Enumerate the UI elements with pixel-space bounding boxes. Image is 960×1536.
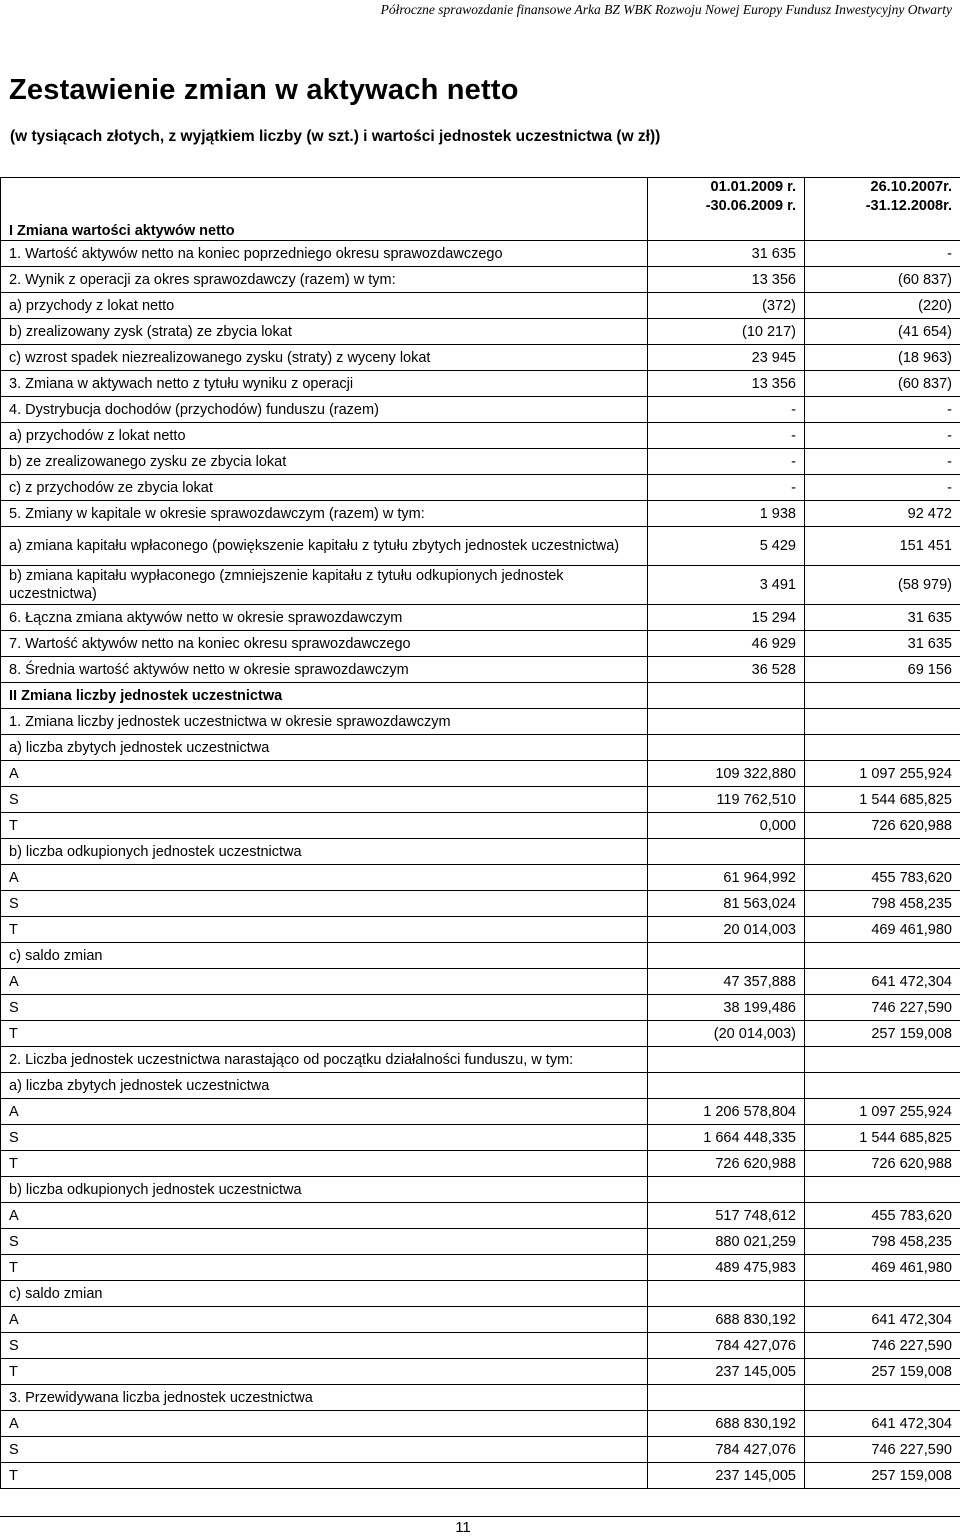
row-value-2009: 1 206 578,804 [648,1099,805,1125]
row-label: a) zmiana kapitału wpłaconego (powiększenie kapitału z tytułu zbytych jednostek uczestnictwa) [1,527,648,566]
row-value-2007-2008: (60 837) [805,267,960,293]
row-label: c) saldo zmian [1,943,648,969]
row-value-2007-2008: 69 156 [805,657,960,683]
row-value-2009 [648,1281,805,1307]
column-header-period-2009-line2: -30.06.2009 r. [705,198,796,214]
row-label: S [1,787,648,813]
table-row [1,995,960,1021]
row-value-2007-2008: - [805,241,960,267]
row-label: A [1,761,648,787]
row-value-2007-2008 [805,1281,960,1307]
row-value-2009 [648,709,805,735]
table-row [1,813,960,839]
row-value-2007-2008: (60 837) [805,371,960,397]
table-row [1,969,960,995]
row-label: 3. Przewidywana liczba jednostek uczestnictwa [1,1385,648,1411]
row-label: T [1,1021,648,1047]
row-value-2007-2008: 1 097 255,924 [805,761,960,787]
row-value-2007-2008: - [805,397,960,423]
row-value-2009: - [648,397,805,423]
table-row [1,1333,960,1359]
row-label: A [1,1203,648,1229]
row-value-2007-2008: 798 458,235 [805,1229,960,1255]
column-header-period-2009-line1: 01.01.2009 r. [710,179,796,195]
row-value-2009: 23 945 [648,345,805,371]
table-row [1,449,960,475]
row-value-2009 [648,683,805,709]
row-label: 7. Wartość aktywów netto na koniec okresu sprawozdawczego [1,631,648,657]
table-row [1,605,960,631]
table-row [1,787,960,813]
table-row [1,293,960,319]
row-value-2007-2008: 746 227,590 [805,1437,960,1463]
row-value-2009 [648,943,805,969]
row-label: T [1,1255,648,1281]
row-value-2009: (20 014,003) [648,1021,805,1047]
row-value-2009: 1 664 448,335 [648,1125,805,1151]
row-value-2009 [648,1385,805,1411]
row-value-2009: 237 145,005 [648,1463,805,1489]
row-value-2009: 1 938 [648,501,805,527]
row-value-2007-2008 [805,709,960,735]
row-value-2009: - [648,449,805,475]
row-label: S [1,1437,648,1463]
row-value-2009: 13 356 [648,267,805,293]
table-row [1,267,960,293]
row-label: a) liczba zbytych jednostek uczestnictwa [1,1073,648,1099]
table-row [1,1073,960,1099]
row-value-2007-2008: 1 097 255,924 [805,1099,960,1125]
column-header-period-2007-2008 [805,178,960,241]
row-value-2007-2008: 746 227,590 [805,1333,960,1359]
row-value-2007-2008: 798 458,235 [805,891,960,917]
table-row [1,319,960,345]
row-value-2009 [648,1073,805,1099]
row-label: b) zrealizowany zysk (strata) ze zbycia lokat [1,319,648,345]
row-value-2007-2008: 455 783,620 [805,865,960,891]
column-header-period-2009 [648,178,805,241]
table-row [1,423,960,449]
table-row [1,1099,960,1125]
row-value-2009: 47 357,888 [648,969,805,995]
table-row [1,709,960,735]
row-value-2007-2008: - [805,423,960,449]
row-value-2009: 517 748,612 [648,1203,805,1229]
row-value-2007-2008: 151 451 [805,527,960,566]
row-label: b) liczba odkupionych jednostek uczestnictwa [1,1177,648,1203]
row-value-2007-2008 [805,1073,960,1099]
column-header-period-2008-line2: -31.12.2008r. [865,198,952,214]
table-row [1,1125,960,1151]
row-value-2009: 237 145,005 [648,1359,805,1385]
table-row [1,1385,960,1411]
row-label: S [1,1333,648,1359]
row-label: b) ze zrealizowanego zysku ze zbycia lokat [1,449,648,475]
row-value-2009 [648,839,805,865]
row-label: S [1,1229,648,1255]
table-row [1,1463,960,1489]
row-label: 1. Zmiana liczby jednostek uczestnictwa w okresie sprawozdawczym [1,709,648,735]
table-row [1,1203,960,1229]
row-value-2009: 81 563,024 [648,891,805,917]
table-row [1,1411,960,1437]
row-value-2009: 784 427,076 [648,1437,805,1463]
row-label: T [1,1151,648,1177]
table-row [1,527,960,566]
row-value-2007-2008 [805,1177,960,1203]
row-label: a) przychody z lokat netto [1,293,648,319]
row-value-2007-2008 [805,1047,960,1073]
row-label: c) wzrost spadek niezrealizowanego zysku (straty) z wyceny lokat [1,345,648,371]
row-label: a) przychodów z lokat netto [1,423,648,449]
row-value-2009: 489 475,983 [648,1255,805,1281]
row-label: T [1,1463,648,1489]
row-label: 5. Zmiany w kapitale w okresie sprawozdawczym (razem) w tym: [1,501,648,527]
row-label: T [1,1359,648,1385]
table-row [1,839,960,865]
row-value-2009: 0,000 [648,813,805,839]
table-row [1,761,960,787]
row-label: 8. Średnia wartość aktywów netto w okresie sprawozdawczym [1,657,648,683]
row-value-2009: 31 635 [648,241,805,267]
row-label: S [1,891,648,917]
row-label: A [1,1411,648,1437]
row-value-2009: 880 021,259 [648,1229,805,1255]
row-label: b) liczba odkupionych jednostek uczestnictwa [1,839,648,865]
row-label: II Zmiana liczby jednostek uczestnictwa [1,683,648,709]
row-value-2009: 688 830,192 [648,1307,805,1333]
row-value-2009: 109 322,880 [648,761,805,787]
row-value-2007-2008: - [805,475,960,501]
row-value-2007-2008: 726 620,988 [805,813,960,839]
row-value-2009: (10 217) [648,319,805,345]
net-assets-changes-table [0,177,960,1489]
table-row [1,1437,960,1463]
table-row [1,566,960,605]
table-header-row [1,178,960,241]
row-value-2007-2008 [805,683,960,709]
row-label: A [1,1099,648,1125]
row-value-2009: - [648,475,805,501]
row-label: c) z przychodów ze zbycia lokat [1,475,648,501]
row-value-2007-2008 [805,735,960,761]
row-value-2009: 61 964,992 [648,865,805,891]
row-value-2009: 119 762,510 [648,787,805,813]
table-row [1,501,960,527]
row-value-2009: 15 294 [648,605,805,631]
table-row [1,371,960,397]
row-value-2009 [648,735,805,761]
page-title: Zestawienie zmian w aktywach netto [9,74,519,106]
row-value-2007-2008 [805,839,960,865]
row-value-2007-2008: - [805,449,960,475]
row-label: S [1,995,648,1021]
row-value-2007-2008: 641 472,304 [805,969,960,995]
row-value-2009: 3 491 [648,566,805,605]
row-value-2007-2008: 746 227,590 [805,995,960,1021]
table-row [1,1281,960,1307]
table-row [1,865,960,891]
table-row [1,1021,960,1047]
row-value-2007-2008: 257 159,008 [805,1021,960,1047]
row-label: 1. Wartość aktywów netto na koniec poprzedniego okresu sprawozdawczego [1,241,648,267]
table-row [1,475,960,501]
row-label: A [1,969,648,995]
table-row [1,1151,960,1177]
row-value-2009: 13 356 [648,371,805,397]
row-value-2007-2008: 257 159,008 [805,1359,960,1385]
table-row [1,683,960,709]
row-label: 4. Dystrybucja dochodów (przychodów) funduszu (razem) [1,397,648,423]
row-label: a) liczba zbytych jednostek uczestnictwa [1,735,648,761]
row-value-2007-2008: 1 544 685,825 [805,787,960,813]
row-value-2007-2008: 641 472,304 [805,1307,960,1333]
row-value-2007-2008: (41 654) [805,319,960,345]
table-row [1,1307,960,1333]
row-value-2009: 726 620,988 [648,1151,805,1177]
table-row [1,917,960,943]
row-value-2007-2008 [805,1385,960,1411]
table-row [1,241,960,267]
row-value-2007-2008: 1 544 685,825 [805,1125,960,1151]
row-label: T [1,917,648,943]
row-value-2007-2008: 92 472 [805,501,960,527]
page-number: 11 [455,1519,471,1536]
row-value-2009: 36 528 [648,657,805,683]
table-row [1,631,960,657]
row-label: 3. Zmiana w aktywach netto z tytułu wyniku z operacji [1,371,648,397]
row-value-2009: 688 830,192 [648,1411,805,1437]
row-value-2009: - [648,423,805,449]
row-value-2009 [648,1177,805,1203]
row-value-2007-2008: (58 979) [805,566,960,605]
row-value-2009: 784 427,076 [648,1333,805,1359]
table-row [1,1047,960,1073]
row-label: b) zmiana kapitału wypłaconego (zmniejszenie kapitału z tytułu odkupionych jednostek uczestnictwa) [1,566,648,605]
row-label: A [1,1307,648,1333]
table-row [1,1177,960,1203]
footer-divider [0,1516,960,1517]
row-label: 6. Łączna zmiana aktywów netto w okresie sprawozdawczym [1,605,648,631]
row-value-2007-2008: 469 461,980 [805,1255,960,1281]
row-value-2007-2008: 31 635 [805,631,960,657]
section-heading-net-assets: I Zmiana wartości aktywów netto [1,178,648,241]
running-header: Półroczne sprawozdanie finansowe Arka BZ WBK Rozwoju Nowej Europy Fundusz Inwestycyjny Otwarty [380,2,952,17]
row-value-2009: 5 429 [648,527,805,566]
table-row [1,345,960,371]
table-row [1,657,960,683]
row-label: S [1,1125,648,1151]
row-value-2007-2008: 257 159,008 [805,1463,960,1489]
row-value-2009: 20 014,003 [648,917,805,943]
table-row [1,735,960,761]
column-header-period-2008-line1: 26.10.2007r. [870,179,952,195]
table-row [1,1255,960,1281]
table-row [1,1229,960,1255]
page-subtitle: (w tysiącach złotych, z wyjątkiem liczby (w szt.) i wartości jednostek uczestnictwa (w zł)) [10,128,661,145]
table-row [1,943,960,969]
row-value-2007-2008 [805,943,960,969]
row-label: c) saldo zmian [1,1281,648,1307]
table-row [1,1359,960,1385]
row-value-2009 [648,1047,805,1073]
row-value-2009: (372) [648,293,805,319]
row-label: A [1,865,648,891]
row-value-2007-2008: 726 620,988 [805,1151,960,1177]
row-label: 2. Liczba jednostek uczestnictwa narastająco od początku działalności funduszu, w tym: [1,1047,648,1073]
row-value-2007-2008: 455 783,620 [805,1203,960,1229]
row-value-2007-2008: (18 963) [805,345,960,371]
row-label: 2. Wynik z operacji za okres sprawozdawczy (razem) w tym: [1,267,648,293]
row-label: T [1,813,648,839]
row-value-2007-2008: 641 472,304 [805,1411,960,1437]
table-row [1,891,960,917]
row-value-2009: 38 199,486 [648,995,805,1021]
row-value-2007-2008: 469 461,980 [805,917,960,943]
row-value-2009: 46 929 [648,631,805,657]
row-value-2007-2008: (220) [805,293,960,319]
table-row [1,397,960,423]
row-value-2007-2008: 31 635 [805,605,960,631]
